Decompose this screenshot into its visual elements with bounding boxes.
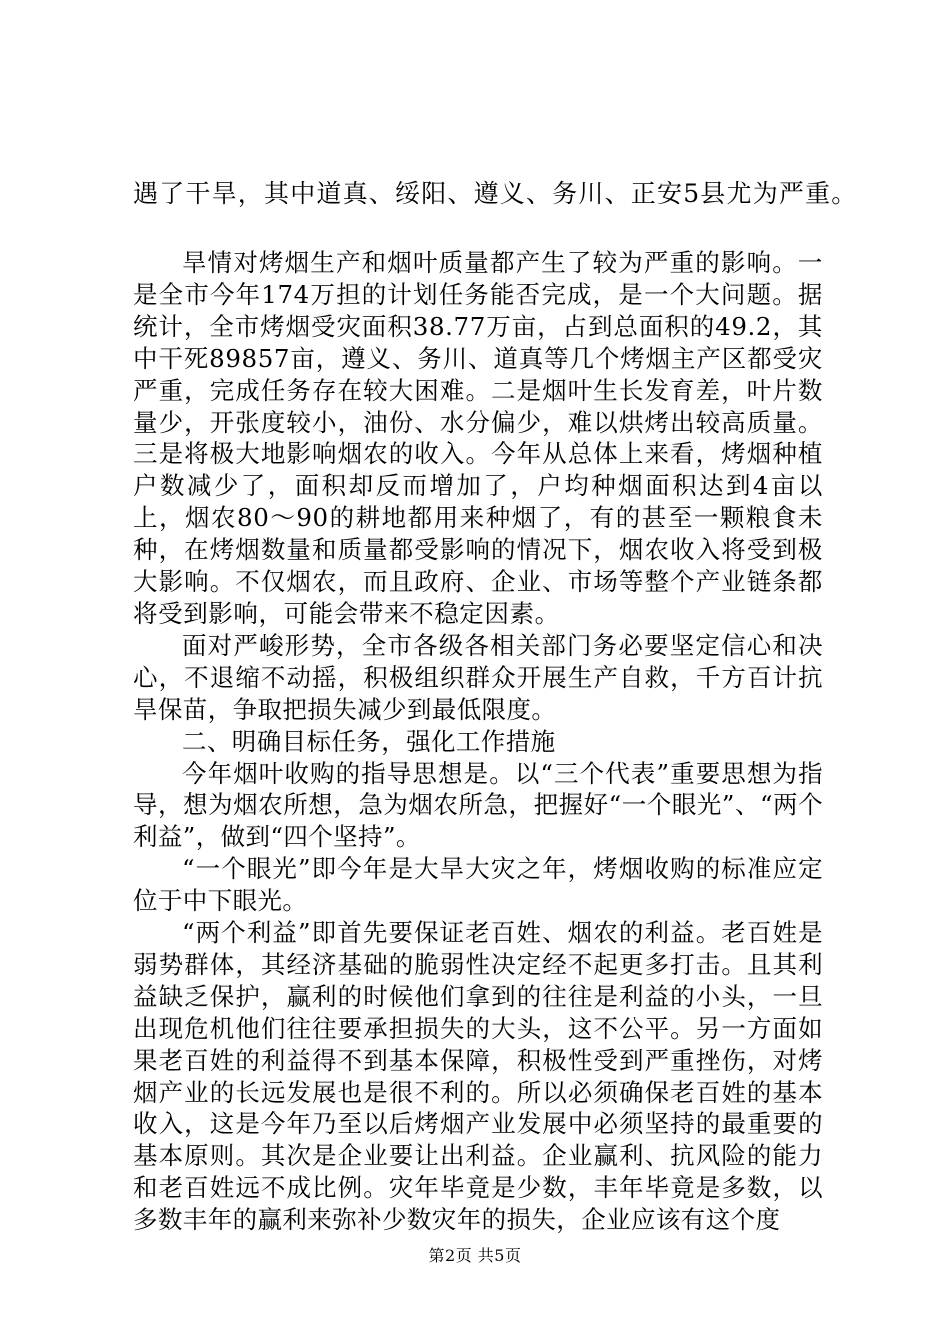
- paragraph-guiding-thought: 今年烟叶收购的指导思想是。以“三个代表”重要思想为指导，想为烟农所想，急为烟农所急，把握好“一个眼光”、“两个利益”，做到“四个坚持”。: [133, 758, 823, 852]
- page-footer: 第2页 共5页: [428, 1246, 522, 1265]
- continuation-line: 遇了干旱，其中道真、绥阳、遵义、务川、正安5县尤为严重。: [133, 179, 858, 208]
- body-text: [133, 247, 823, 1236]
- paragraph-response: 面对严峻形势，全市各级各相关部门务必要坚定信心和决心，不退缩不动摇，积极组织群众开展生产自救，千方百计抗旱保苗，争取把损失减少到最低限度。: [133, 630, 823, 724]
- section-heading: 二、明确目标任务，强化工作措施: [182, 726, 556, 756]
- paragraph-one-vision: “一个眼光”即今年是大旱大灾之年，烤烟收购的标准应定位于中下眼光。: [133, 854, 823, 916]
- paragraph-two-interests: “两个利益”即首先要保证老百姓、烟农的利益。老百姓是弱势群体，其经济基础的脆弱性决定经不起更多打击。且其利益缺乏保护，赢利的时候他们拿到的往往是利益的小头，一旦出现危机他们往往要承担损失的大头，这不公平。另一方面如果老百姓的利益得不到基本保障，积极性受到严重挫伤，对烤烟产业的长远发展也是很不利的。所以必须确保老百姓的基本收入，这是今年乃至以后烤烟产业发展中必须坚持的最重要的基本原则。其次是企业要让出利益。企业赢利、抗风险的能力和老百姓远不成比例。灾年毕竟是少数，丰年毕竟是多数，以多数丰年的赢利来弥补少数灾年的损失，企业应该有这个度: [133, 918, 823, 1235]
- paragraph-drought-impact: 旱情对烤烟生产和烟叶质量都产生了较为严重的影响。一是全市今年174万担的计划任务能否完成，是一个大问题。据统计，全市烤烟受灾面积38.77万亩，占到总面积的49.2，其中干死89857亩，遵义、务川、道真等几个烤烟主产区都受灾严重，完成任务存在较大困难。二是烟叶生长发育差，叶片数量少，开张度较小，油份、水分偏少，难以烘烤出较高质量。三是将极大地影响烟农的收入。今年从总体上来看，烤烟种植户数减少了，面积却反而增加了，户均种烟面积达到4亩以上，烟农80～90的耕地都用来种烟了，有的甚至一颗粮食未种，在烤烟数量和质量都受影响的情况下，烟农收入将受到极大影响。不仅烟农，而且政府、企业、市场等整个产业链条都将受到影响，可能会带来不稳定因素。: [133, 248, 823, 628]
